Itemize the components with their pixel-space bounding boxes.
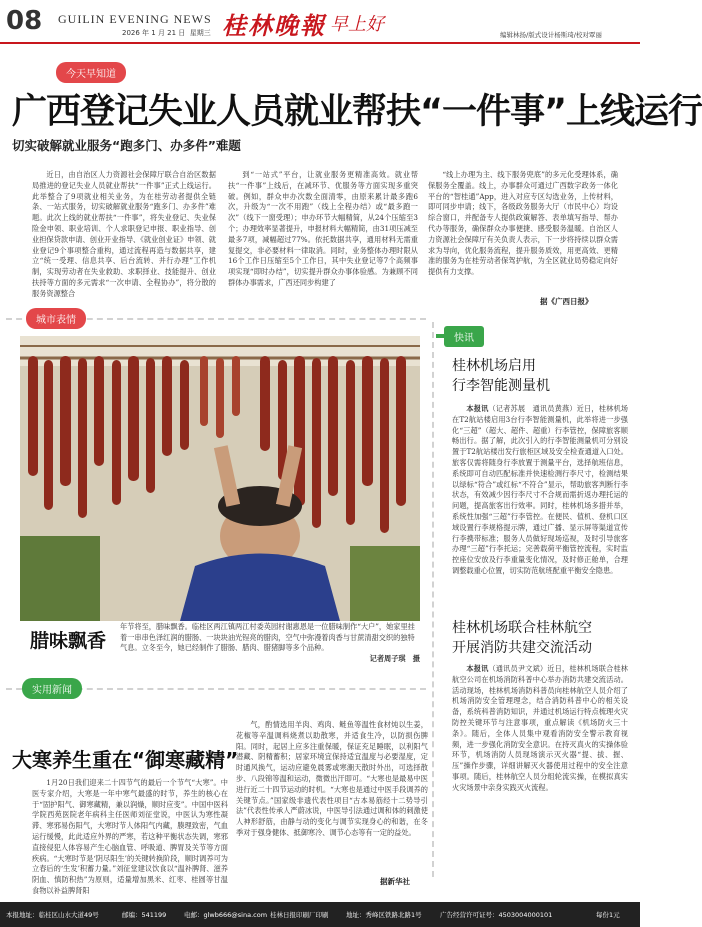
column-name: 早上好 [330,14,384,35]
brief1-body [452,404,628,612]
brief1-lead: 本报讯 [466,404,489,413]
lead-column-3: “线上办理为主、线下服务兜底”的多元化受理体系，确保服务全覆盖。线上，办事群众可通过广西数字政务一体化平台的“智桂通”App，进入对应专区勾选业务，上传材料，即可同步申请；线下，各级政务服务大厅（市民中心）均设综合窗口，并配备专人提供政策解答、表单填写指导、帮办代办等服务，确保群众办事便捷、感受服务温暖。自治区人力资源社会保障厅有关负责人表示，下一步将持续以群众需求为导向，优化服务流程，提升服务质效，用更高效、更精准的服务为在桂劳动者保驾护航，为全区就业局势稳定向好提供有力支撑。 [428,170,618,277]
brief2-lead: 本报讯 [466,664,489,673]
health-column-2: 气，酌情选用羊肉、鸡肉、鲢鱼等温性食材炖以生姜，花椒等辛温调料烧煮以助散寒，并适食生冷，以防损伤脾阳。同时，起居上应多注重保暖，保证充足睡眠，以利阳气潜藏、阴精蓄积；居家环境宜保持适宜温度与必要湿度，定时通风换气，运动应避免晨雾或寒潮天散时外出，可选择散步、八段锦等温和运动，微微出汗即可。“大寒也是最易中医进行近二十四节运动的时机。“大寒也是通过中医手段调养的关键节点。”国家级非遗代表性项目“古本易筋经十二势导引法”代表性传承人严蔚冰说，中医导引法通过调和体的刺激使人神形舒筋，由静与动的变化与调节实现身心的和谐，在冬季对于强身健体、抵御寒冷、调节心态等有一定的益处。 [236,720,428,837]
masthead [0,0,640,44]
health-column-1: 1月20日我们迎来二十四节气的最后一个节气“大寒”。中医专家介绍，大寒是一年中寒气最盛的时节，养生的核心在于“固护阳气、御寒藏精，兼以润燥，顺时应变”。中国中医科学院西苑医院老年病科主任医师刘征堂说，中医认为寒性凝滞、寒邪易伤阳气，大寒时节人体阳气内藏，腠理致密，气血运行缓慢，此此适应外界的严寒，若这种平衡状态失调，寒邪直接侵犯人体容易产生心脑血管、呼吸道、脾胃及关节等方面疾病。“大寒时节是‘阴尽阳生’的关键转换阶段，顺时调养可为立春后的‘生发’积蓄力量。”刘征堂建议饮食以“温补脾肾、滋养阴血、慎防积热”为原则，适量增加黑米、红枣、桂圆等甘温食物以补益脾肾阳 [32,778,228,895]
section-tag-practical: 实用新闻 [22,678,82,699]
section-tag-today: 今天早知道 [56,62,126,83]
footer-ad-license: 广告经营许可证号：4503004000101 [440,911,553,919]
lead-subheadline: 切实破解就业服务“跑多门、办多件”难题 [12,138,241,153]
editors-line: 编辑林扬/版式设计杨斯琦/校对覃丽 [500,31,602,39]
lead-column-2: 到“一站式”平台，让就业服务更精准高效。就业帮扶“一件事”上线后，在减环节、优服务等方面实现多重突破。例如，群众申办次数全面清零，由原来累计最多跑6次，升级为“一次不用跑”（线上全程办结）或“最多跑一次”（线下一窗受理）；申办环节大幅精简，从24个压缩至3个；办理效率显著提升，申报材料大幅精简，由31项压减至最多7项，减幅超过77%。依托数据共享，通用材料无需重复提交，非必要材料一律取消。同时，业务整体办理时限从16个工作日压缩至5个工作日，其中失业登记等7个高频事项实现“即时办结”，切实提升群众办事体验感。为兼顾不同群体办事需求，广西还同步构建了 [228,170,418,287]
health-headline: 大寒养生重在“御寒藏精” [12,748,239,772]
brief2-text: （通讯员尹文斌）近日，桂林机场联合桂林航空公司在机场消防科普中心举办消防共建交流活动。活动现场，桂林机场消防科普员向桂林航空人员介绍了机场消防安全管理理念，结合消防科普中心的相关设备，系统科普消防知识，并通过机场运行特点梳理火灾防控关键环节与注意事项，重点解读《机场防火三十条》。随后，全体人员集中观看消防安全警示教育视频，进一步强化消防安全意识。在持灭真火的实操体验环节，机场消防人员现场演示灭火器“提、拔、握、压”操作步骤，详细讲解灭火器使用过程中的安全注意事项。随后，桂林航空人员分组轮流实操，在模拟真实火灾场景中亲身实践灭火流程。 [452,664,628,792]
footer-postcode: 邮编：541199 [122,911,167,919]
brief1-title-line1: 桂林机场启用 [452,358,536,374]
lead-headline: 广西登记失业人员就业帮扶“一件事”上线运行 [12,92,702,132]
brief1-text: （记者苏展 通讯员黄燕）近日，桂林机场在T2航站楼启用3台行李智能测量机，此举将进一步强化“三超”（超大、超件、超重）行李管控，保障旅客顺畅出行。据了解，此次引入的行李智能测量机可分别设置于T2航站楼出发行旅柜区域及安全检查通道入口处。旅客仅需将随身行李放置于测量平台，选择航班信息，系统即可自动匹配标准并快速检测行李尺寸，检测结果以绿标“符合”或红标“不符合”显示，帮助旅客判断行李状态，有效减少因行李尺寸不合规而需折返办理托运的问题，提高旅客出行效率。同时，桂林机场多措并举，系统性加强“三超”行李管控。在便民、值机、登机口区域设置行李规格提示牌，通过广播、显示屏等渠道宣传行李携带标准；服务人员做好现场巡视，及时引导旅客办理“三超”行李托运；完善载荷平衡管控流程，实时监控座位安放及行李重量变化情况，及时修正舱单，合理调整载重心位置，切实防范航班配重平衡安全隐患。 [452,404,628,575]
photo-sausage-vendor [20,336,420,621]
photo-caption [120,622,420,664]
section-tag-city: 城市表情 [26,308,86,329]
health-source: 据新华社 [380,877,410,886]
brief2-title-line2: 开展消防共建交流活动 [452,640,592,656]
photo-credit: 记者周子琪 摄 [369,653,420,663]
footer-bar [0,902,640,927]
footer-address: 本报地址：临桂区山水大道49号 [6,911,99,919]
brief2-title-line1: 桂林机场联合桂林航空 [452,620,592,636]
header-rule [0,42,640,44]
brand-logo: 桂林晚報 [222,11,326,40]
brief1-title-line2: 行李智能测量机 [452,378,550,394]
brief2-title [452,618,592,658]
photo-caption-text: 年节将至，腊味飘香。临桂区两江镇两江村委英园村谢惠恩是一位腊味制作“大户”，她家里挂着一串串色泽红润的腊肠、一块块油光锃亮的腊肉，空气中弥漫着肉香与甘蔗清甜交织的独特气息。立冬至今，她已经制作了腊肠、腊肉、腊猪脚等多个品种。 [120,622,415,652]
lead-column-1: 近日，由自治区人力资源社会保障厅联合自治区数据局推进的登记失业人员就业帮扶“一件事”正式上线运行。此举整合了9项就业相关业务，为在桂劳动者提供全链条、一站式服务，切实破解就业服务“跑多门、办多件”难题。此次上线的就业帮扶“一件事”，将失业登记、失业保险金申领、职业培训、个人求职登记申报、职业指导、创业担保贷款申请、创业开业指导、《就业创业证》申领、就业登记9个事项整合重构，通过流程再造与数据共享，建立“统一受理、信息共享、后台流转、并行办理”工作机制，实现劳动者在失业救助、求职择业、技能提升、创业扶持等方面的多元需求“一次申请、全程协办”，将分散的服务资源整合 [32,170,216,298]
footer-printer-address: 地址：秀峰区铁路北路1号 [346,911,422,919]
brief2-body [452,664,628,874]
page-number: 08 [6,6,43,36]
photo-illustration [20,336,420,621]
issue-weekday: 星期三 [189,29,211,37]
footer-price: 每份1元 [596,911,620,919]
issue-date: 2026 年 1 月 21 日 [122,29,186,37]
brief-tag-accent [436,334,444,338]
paper-name-en: GUILIN EVENING NEWS [58,12,212,26]
brief1-title [452,356,550,396]
footer-email: 电邮：glwb666@sina.com [184,911,268,919]
lead-source: 据《广西日报》 [540,297,593,306]
photo-title: 腊味飘香 [30,630,107,652]
date-line [122,28,211,38]
footer-printer: 桂林日报印刷厂印刷 [270,911,329,919]
section-tag-brief: 快讯 [444,326,484,347]
